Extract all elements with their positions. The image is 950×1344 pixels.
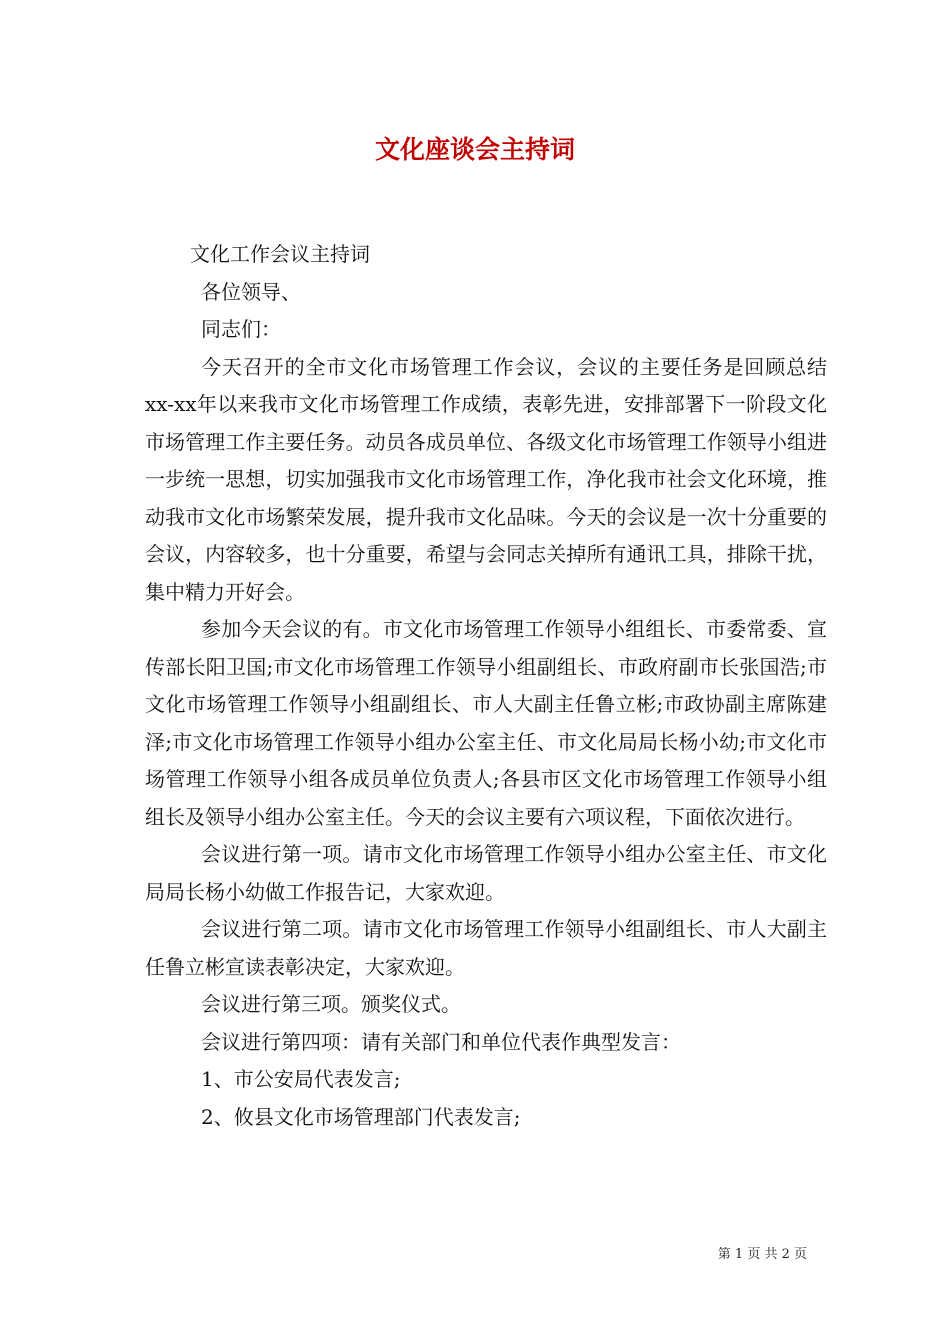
paragraph-agenda-2: 会议进行第二项。请市文化市场管理工作领导小组副组长、市人大副主任鲁立彬宣读表彰决定，大家欢迎。 (145, 917, 827, 979)
document-body (145, 236, 827, 1136)
list-item: 1、市公安局代表发言; (201, 1067, 401, 1091)
paragraph-agenda-4: 会议进行第四项：请有关部门和单位代表作典型发言： (201, 1029, 681, 1054)
paragraph-attendees: 参加今天会议的有。市文化市场管理工作领导小组组长、市委常委、宣传部长阳卫国;市文化市场管理工作领导小组副组长、市政府副市长张国浩;市文化市场管理工作领导小组副组长、市人大副主任鲁立彬;市政协副主席陈建泽;市文化市场管理工作领导小组办公室主任、市文化局局长杨小幼;市文化市场管理工作领导小组各成员单位负责人;各县市区文化市场管理工作领导小组组长及领导小组办公室主任。今天的会议主要有六项议程，下面依次进行。 (145, 617, 827, 829)
salutation-leaders: 各位领导、 (201, 279, 301, 304)
document-title: 文化座谈会主持词 (374, 135, 575, 164)
page-number: 第 1 页 共 2 页 (717, 1247, 807, 1262)
paragraph-agenda-1: 会议进行第一项。请市文化市场管理工作领导小组办公室主任、市文化局局长杨小幼做工作报告记，大家欢迎。 (145, 842, 827, 904)
list-item: 2、攸县文化市场管理部门代表发言; (201, 1104, 521, 1129)
document-subtitle: 文化工作会议主持词 (190, 242, 370, 266)
paragraph-opening: 今天召开的全市文化市场管理工作会议，会议的主要任务是回顾总结xx-xx年以来我市文化市场管理工作成绩，表彰先进，安排部署下一阶段文化市场管理工作主要任务。动员各成员单位、各级文化市场管理工作领导小组进一步统一思想，切实加强我市文化市场管理工作，净化我市社会文化环境，推动我市文化市场繁荣发展，提升我市文化品味。今天的会议是一次十分重要的会议，内容较多，也十分重要，希望与会同志关掉所有通讯工具，排除干扰，集中精力开好会。 (145, 354, 827, 604)
paragraph-agenda-3: 会议进行第三项。颁奖仪式。 (201, 992, 461, 1016)
salutation-comrades: 同志们： (201, 317, 281, 341)
